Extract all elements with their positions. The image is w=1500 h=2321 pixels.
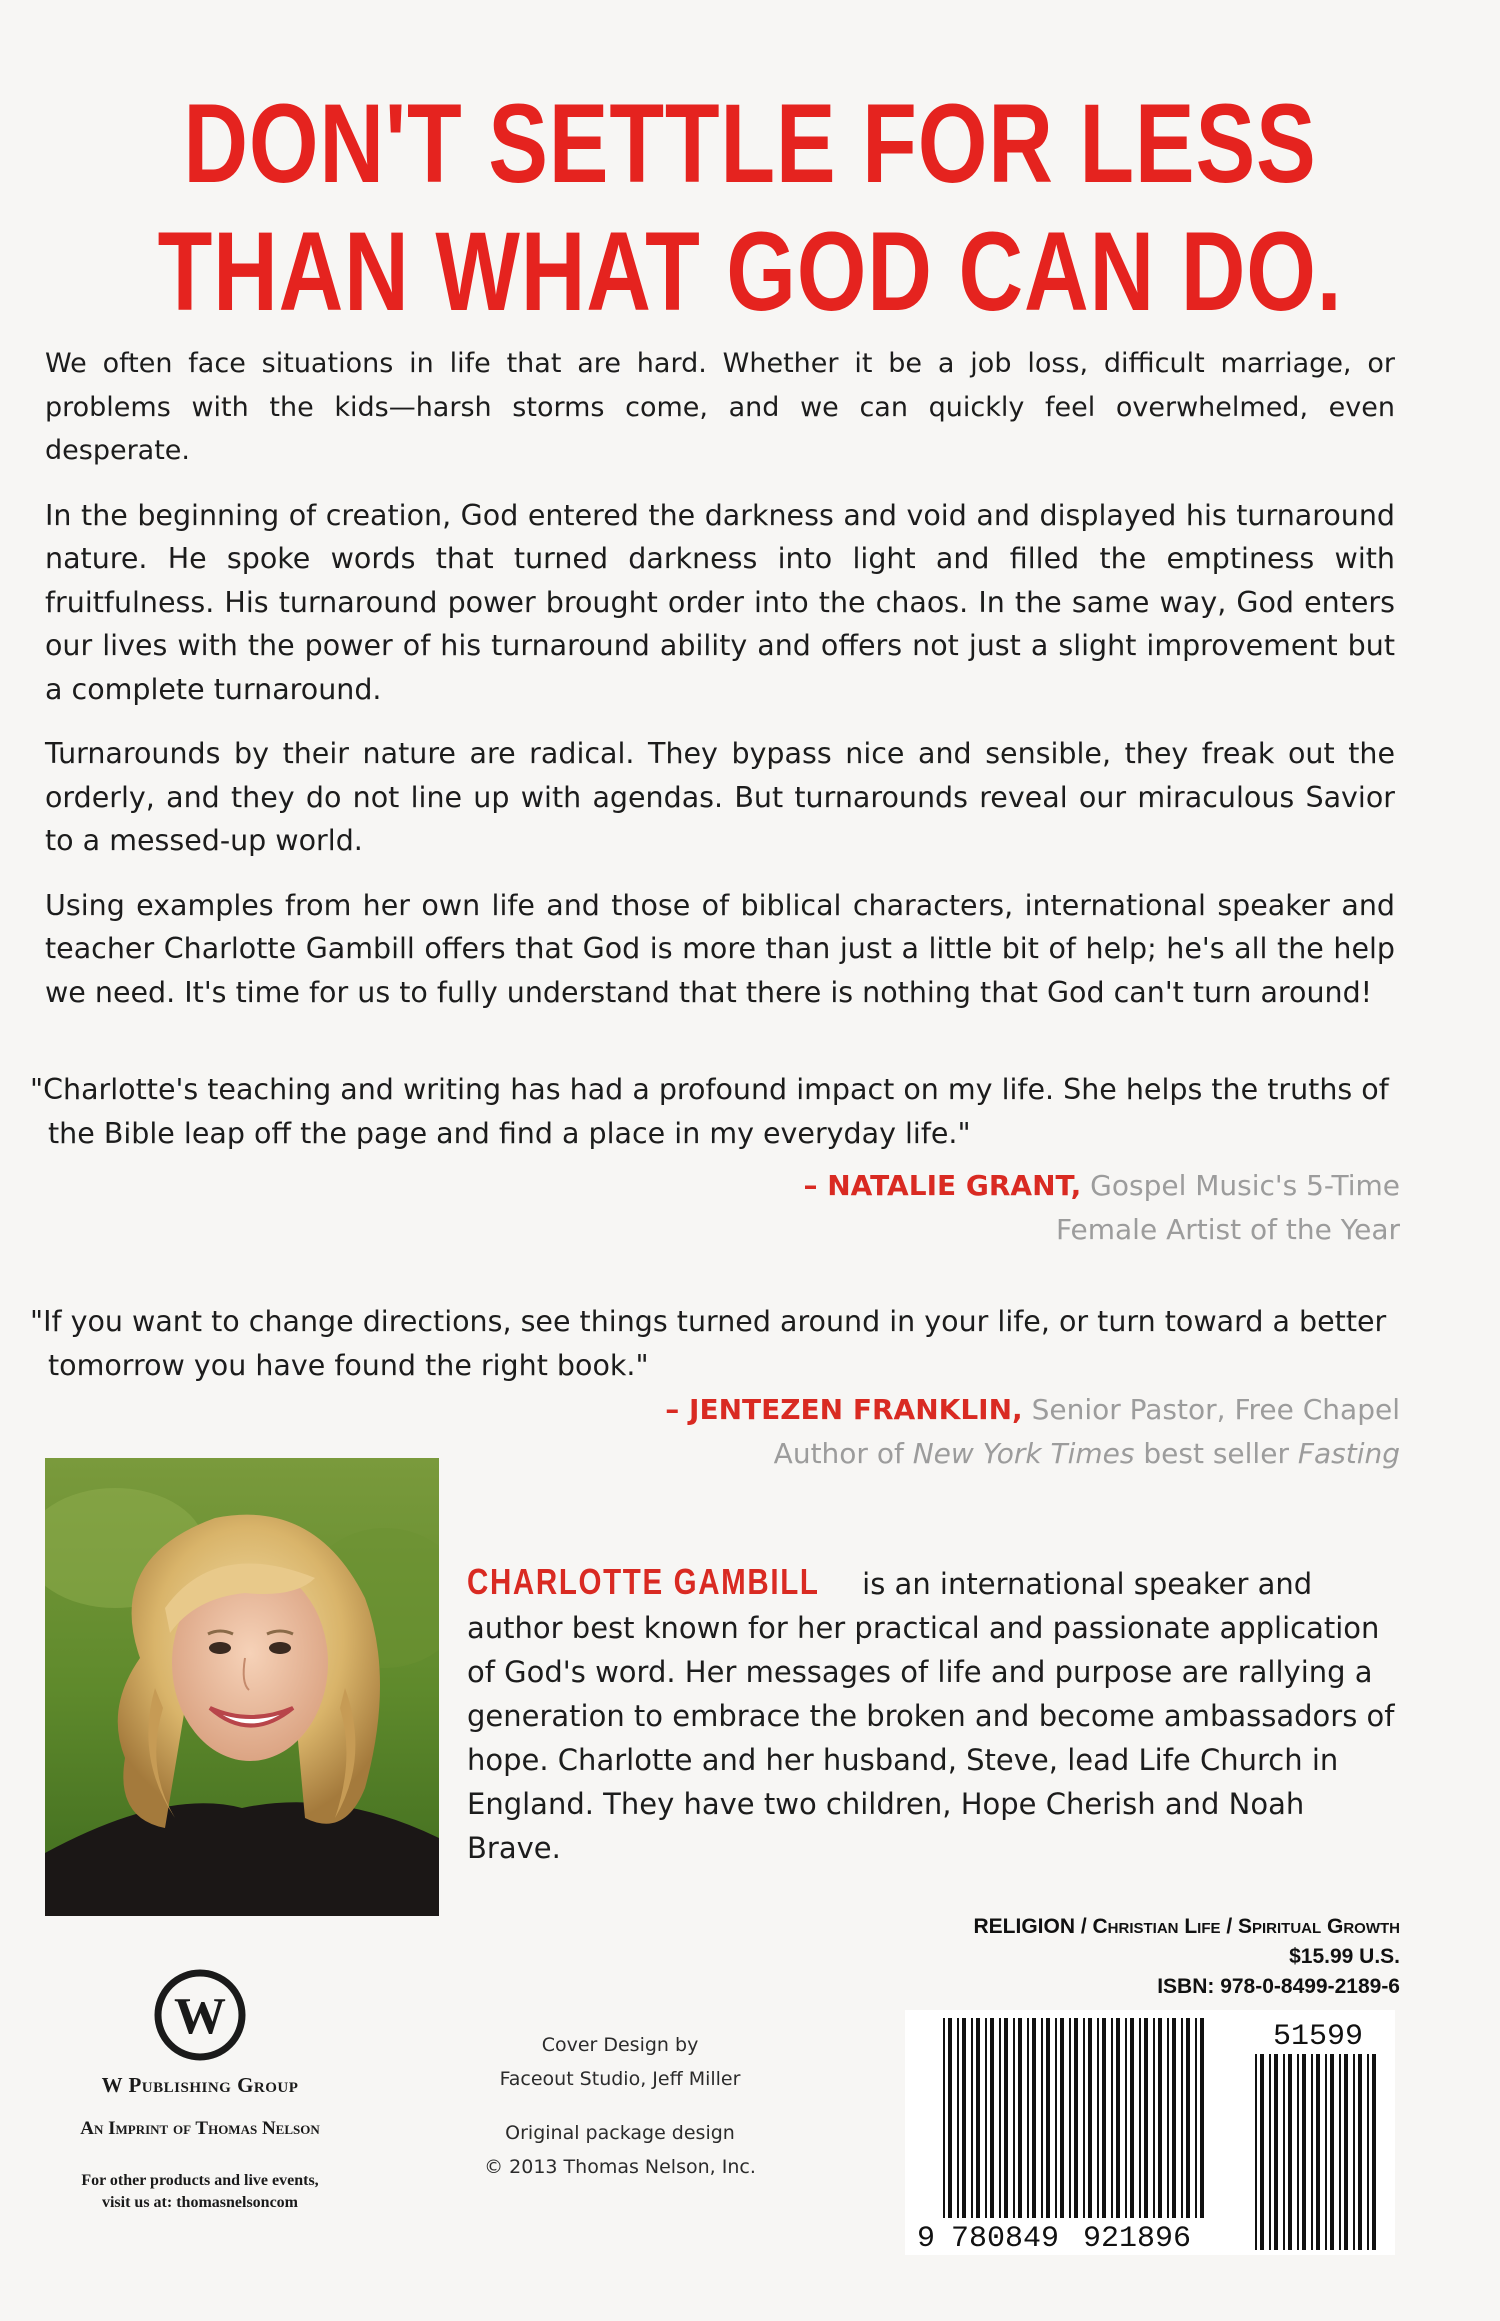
barcode-bar [1339,2054,1341,2250]
design-credits [470,2028,770,2184]
endorsement [30,1300,1400,1476]
credit-line: Original package design [505,2122,735,2144]
barcode-bar [1004,2018,1008,2218]
description-paragraph: We often face situations in life that are hard. Whether it be a job loss, difficult marriage, or problems with the kids—harsh storms come, and we can quickly feel overwhelmed, even desperate. [45,348,1395,466]
barcode-bar [1139,2018,1141,2218]
barcode-bar [1255,2054,1257,2250]
publisher-name: W Publishing Group [101,2073,299,2097]
barcode-bar [1344,2054,1348,2250]
author-name: CHARLOTTE GAMBILL [467,1561,820,1602]
barcode-bar [1269,2054,1271,2250]
author-bio [467,1560,1397,1870]
barcode-bar [1200,2018,1204,2218]
barcode-bar [1288,2054,1292,2250]
barcode-bar [1032,2018,1036,2218]
book-description [45,342,1395,1035]
credit-line: Faceout Studio, Jeff Miller [499,2068,741,2090]
author-photo [45,1458,439,1916]
barcode-bar [943,2018,945,2218]
barcode-bar [1027,2018,1029,2218]
endorser-role [774,1437,1400,1470]
credit-line: Cover Design by [541,2034,699,2056]
description-paragraph: Using examples from her own life and those of biblical characters, international speaker and teacher Charlotte Gambill offers that God is more than just a little bit of help; he's all the help we need. It's time for us to fully understand that there is nothing that God can't turn around! [45,888,1395,1009]
barcode-bar [1316,2054,1320,2250]
publisher-more-line: visit us at: thomasnelsoncom [101,2194,298,2211]
barcode-bar [1172,2018,1176,2218]
barcode-bar [1060,2018,1064,2218]
barcode-bar [1153,2018,1155,2218]
publisher-imprint: An Imprint of Thomas Nelson [80,2118,320,2139]
endorser-role: Senior Pastor, Free Chapel [1031,1393,1400,1426]
publisher-more-line: For other products and live events, [81,2172,319,2189]
barcode-price-code: 51599 [1273,2020,1364,2054]
headline-line-1: DON'T SETTLE FOR LESS [183,81,1317,206]
endorser-role-italic: Fasting [1297,1437,1400,1470]
publisher-more-info [40,2170,360,2214]
endorsement [30,1068,1400,1252]
endorsement-quote: "If you want to change directions, see things turned around in your life, or turn toward a better tomorrow you have found the right book." [30,1305,1387,1382]
barcode-bar [1018,2018,1022,2218]
barcode-bar [1130,2018,1134,2218]
barcode-bar [1083,2018,1085,2218]
barcode-bar [1041,2018,1043,2218]
barcode [905,2010,1395,2255]
barcode-bar [985,2018,987,2218]
credit-line: © 2013 Thomas Nelson, Inc. [484,2156,756,2178]
endorsement-attribution-cont [30,1208,1400,1252]
barcode-bar [1097,2018,1099,2218]
barcode-bar [1055,2018,1057,2218]
barcode-bar [1181,2018,1183,2218]
retail-category: RELIGION / Christian Life / Spiritual Growth [973,1915,1400,1938]
barcode-bar [1102,2018,1106,2218]
barcode-bar [1367,2054,1369,2250]
barcode-bar [1088,2018,1092,2218]
barcode-bar [962,2018,966,2218]
author-bio-text: is an international speaker and author best known for her practical and passionate application of God's word. Her messages of life and purpose are rallying a generation to embrace the broken and become ambassadors of hope. Charlotte and her husband, Steve, lead Life Church in England. They have two children, Hope Cherish and Noah Brave. [467,1567,1395,1865]
retail-isbn: ISBN: 978-0-8499-2189-6 [1157,1975,1400,1998]
headline-line-2: THAN WHAT GOD CAN DO. [157,209,1343,334]
endorser-role-prefix: Author of [773,1437,904,1470]
description-paragraph: Turnarounds by their nature are radical. They bypass nice and sensible, they freak out the orderly, and they do not line up with agendas. But turnarounds reveal our miraculous Savior to a messed-up world. [45,737,1395,857]
publisher-logo-letter: W [174,1988,226,2045]
barcode-bar [1283,2054,1285,2250]
barcode-bar [1195,2018,1197,2218]
barcode-lead-digit: 9 [917,2222,936,2255]
publisher-block [40,1965,360,2214]
barcode-bar [1069,2018,1071,2218]
barcode-bar [1372,2054,1376,2250]
barcode-bar [1358,2054,1362,2250]
endorser-role-italic: New York Times [912,1437,1135,1470]
barcode-bar [1046,2018,1050,2218]
barcode-bar [1111,2018,1113,2218]
endorser-role-mid: best seller [1143,1437,1289,1470]
barcode-bar [1302,2054,1306,2250]
barcode-bar [990,2018,994,2218]
barcode-graphic [905,2010,1395,2255]
barcode-bar [1330,2054,1334,2250]
description-paragraph: In the beginning of creation, God entered the darkness and void and displayed his turnaround nature. He spoke words that turned darkness into light and filled the emptiness with fruitfulness. His turnaround power brought order into the chaos. In the same way, God enters our lives with the power of his turnaround ability and offers not just a slight improvement but a complete turnaround. [45,498,1395,706]
barcode-bar [1274,2054,1278,2250]
retail-info [900,1912,1400,2002]
endorser-name: – NATALIE GRANT, [803,1169,1082,1202]
barcode-bar [1013,2018,1015,2218]
headline [150,80,1350,336]
barcode-bar [971,2018,973,2218]
barcode-bar [1074,2018,1078,2218]
barcode-bar [1297,2054,1299,2250]
barcode-bar [957,2018,959,2218]
endorsement-quote: "Charlotte's teaching and writing has had a profound impact on my life. She helps the truths of the Bible leap off the page and find a place in my everyday life." [30,1073,1389,1150]
barcode-group-1: 780849 [951,2222,1060,2255]
barcode-bar [1125,2018,1127,2218]
barcode-bar [1325,2054,1327,2250]
barcode-bar [1260,2054,1264,2250]
endorser-name: – JENTEZEN FRANKLIN, [665,1393,1023,1426]
barcode-bar [1116,2018,1120,2218]
barcode-bar [999,2018,1001,2218]
endorsement-attribution [30,1388,1400,1432]
barcode-bar [1311,2054,1313,2250]
barcode-bar [948,2018,952,2218]
barcode-bar [1158,2018,1162,2218]
endorser-role: Female Artist of the Year [1055,1213,1400,1246]
barcode-bar [1186,2018,1190,2218]
endorser-role: Gospel Music's 5-Time [1090,1169,1400,1202]
barcode-bar [1167,2018,1169,2218]
barcode-group-2: 921896 [1083,2222,1192,2255]
endorsement-attribution [30,1164,1400,1208]
barcode-bar [1353,2054,1355,2250]
publisher-logo [145,1965,255,2065]
retail-price: $15.99 U.S. [1289,1945,1400,1968]
barcode-bar [1144,2018,1148,2218]
barcode-bar [976,2018,980,2218]
